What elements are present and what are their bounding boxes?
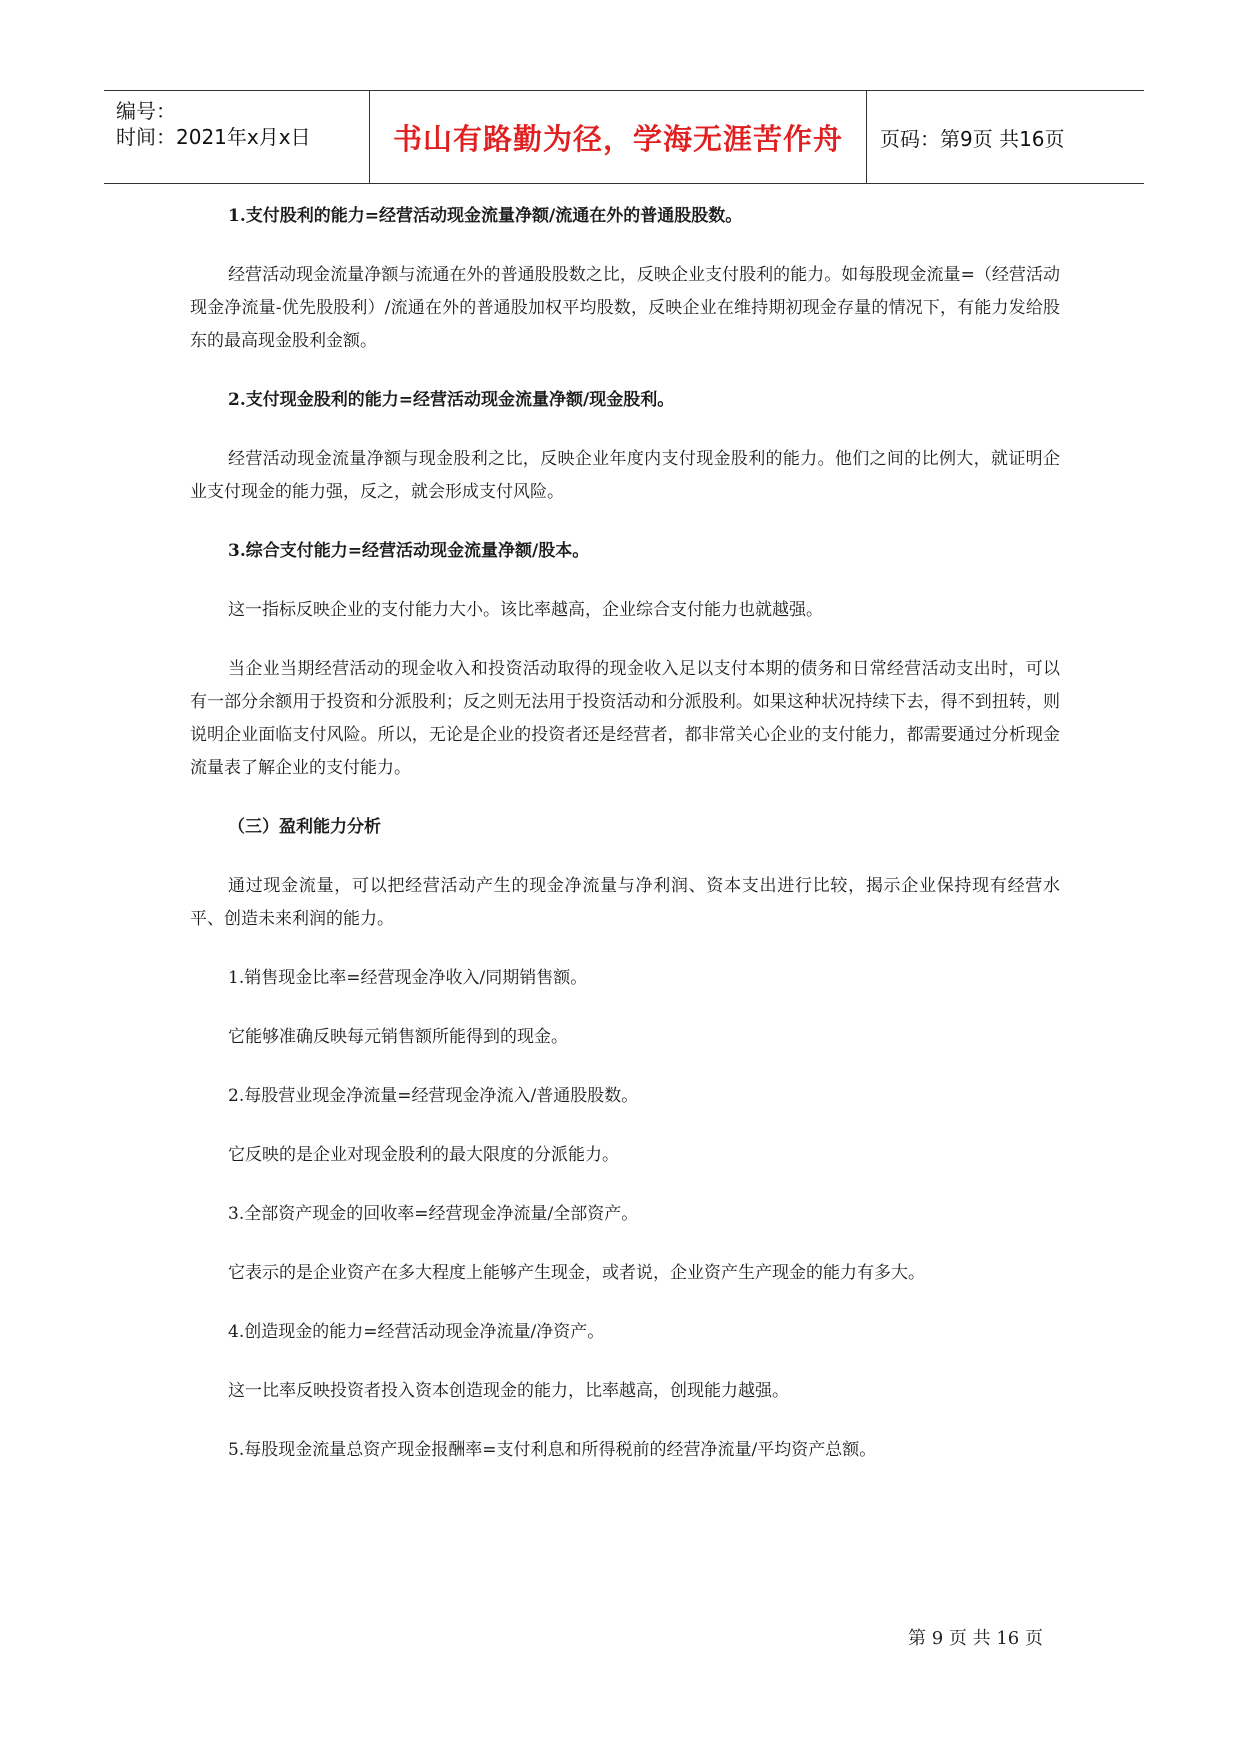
section-heading: 2.支付现金股利的能力=经营活动现金流量净额/现金股利。: [228, 390, 675, 410]
body-paragraph: 它反映的是企业对现金股利的最大限度的分派能力。: [228, 1145, 619, 1165]
document-body: [190, 200, 1060, 1467]
header-page-info: 页码：第9页 共16页: [880, 126, 1065, 151]
page-footer: 第 9 页 共 16 页: [908, 1628, 1043, 1649]
section-heading: 3.综合支付能力=经营活动现金流量净额/股本。: [228, 541, 590, 561]
body-paragraph: 它能够准确反映每元销售额所能得到的现金。: [228, 1027, 568, 1047]
header-motto: 书山有路勤为径，学海无涯苦作舟: [369, 91, 867, 183]
body-paragraph: 它表示的是企业资产在多大程度上能够产生现金，或者说，企业资产生产现金的能力有多大。: [228, 1263, 925, 1283]
section-heading: 1.支付股利的能力=经营活动现金流量净额/流通在外的普通股股数。: [228, 206, 743, 226]
document-time-label: 时间：2021年x月x日: [116, 125, 311, 149]
body-paragraph: 1.销售现金比率=经营现金净收入/同期销售额。: [228, 968, 588, 988]
body-paragraph: 5.每股现金流量总资产现金报酬率=支付利息和所得税前的经营净流量/平均资产总额。: [228, 1440, 877, 1460]
body-paragraph: 4.创造现金的能力=经营活动现金净流量/净资产。: [228, 1322, 605, 1342]
body-paragraph: 经营活动现金流量净额与现金股利之比，反映企业年度内支付现金股利的能力。他们之间的比例大，就证明企业支付现金的能力强，反之，就会形成支付风险。: [190, 449, 1060, 502]
body-paragraph: 这一指标反映企业的支付能力大小。该比率越高，企业综合支付能力也就越强。: [228, 600, 823, 620]
body-paragraph: 3.全部资产现金的回收率=经营现金净流量/全部资产。: [228, 1204, 639, 1224]
body-paragraph: 2.每股营业现金净流量=经营现金净流入/普通股股数。: [228, 1086, 639, 1106]
body-paragraph: 通过现金流量，可以把经营活动产生的现金净流量与净利润、资本支出进行比较，揭示企业保持现有经营水平、创造未来利润的能力。: [190, 876, 1060, 929]
body-paragraph: 这一比率反映投资者投入资本创造现金的能力，比率越高，创现能力越强。: [228, 1381, 789, 1401]
section-heading: （三）盈利能力分析: [228, 817, 381, 837]
page-header: [104, 90, 1144, 184]
body-paragraph: 经营活动现金流量净额与流通在外的普通股股数之比，反映企业支付股利的能力。如每股现金流量=（经营活动现金净流量-优先股股利）/流通在外的普通股加权平均股数，反映企业在维持期初现金存量的情况下，有能力发给股东的最高现金股利金额。: [190, 265, 1060, 351]
body-paragraph: 当企业当期经营活动的现金收入和投资活动取得的现金收入足以支付本期的债务和日常经营活动支出时，可以有一部分余额用于投资和分派股利；反之则无法用于投资活动和分派股利。如果这种状况持续下去，得不到扭转，则说明企业面临支付风险。所以，无论是企业的投资者还是经营者，都非常关心企业的支付能力，都需要通过分析现金流量表了解企业的支付能力。: [190, 659, 1060, 778]
header-meta: [104, 91, 368, 183]
document-number-label: 编号：: [116, 99, 176, 123]
